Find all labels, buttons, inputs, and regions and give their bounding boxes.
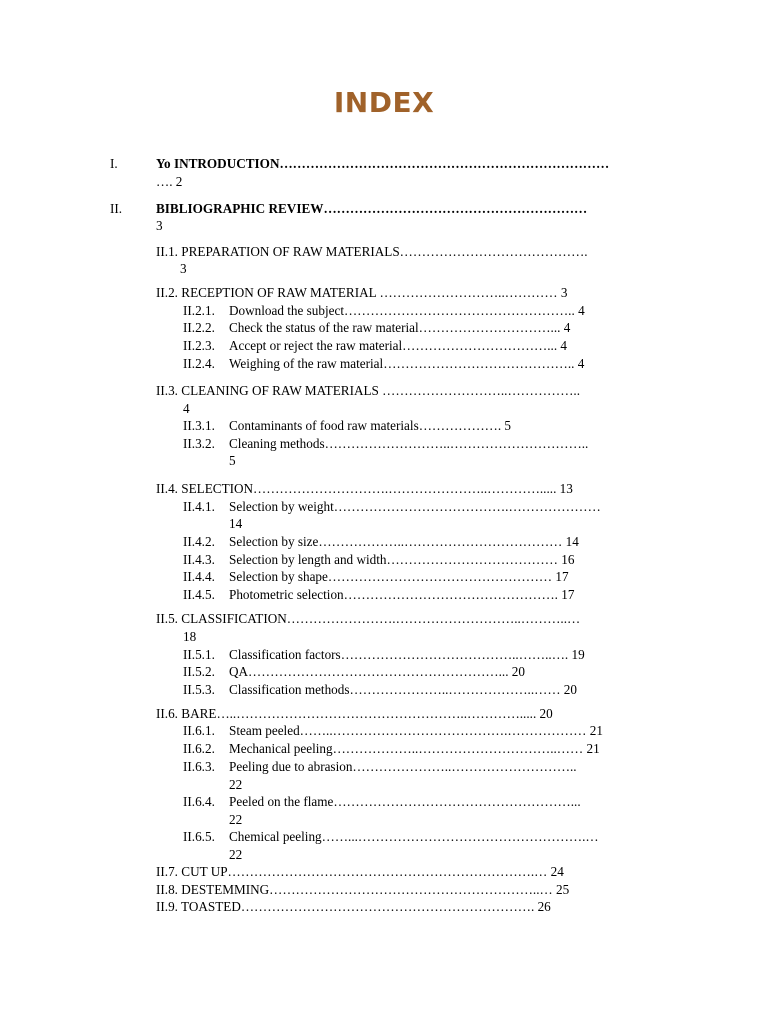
toc-subnumber: II.2.2. (183, 320, 215, 335)
toc-subnumber: II.6.1. (183, 723, 215, 738)
toc-subnumber: II.4.4. (183, 569, 215, 584)
toc-subnumber: II.4.2. (183, 534, 215, 549)
toc-page-number: 22 (229, 777, 243, 792)
toc-subnumber: II.6.3. (183, 759, 215, 774)
toc-subentry: Selection by length and width………………………………… 16 (229, 552, 575, 567)
toc-subnumber: II.2.4. (183, 356, 215, 371)
toc-subentry: Selection by size………………..……………………………… 14 (229, 534, 579, 549)
toc-subentry: QA…………………………………………………... 20 (229, 664, 525, 679)
toc-page-number: 18 (183, 629, 197, 644)
toc-subnumber: II.6.2. (183, 741, 215, 756)
toc-subnumber: II.4.5. (183, 587, 215, 602)
toc-subentry: Contaminants of food raw materials………………. 5 (229, 418, 512, 433)
toc-subentry: Weighing of the raw material…………………………………….. 4 (229, 356, 585, 371)
toc-subnumber: II.4.1. (183, 499, 215, 514)
toc-page-number: 22 (229, 812, 243, 827)
toc-entry-cut-up: II.7. CUT UP…………………………………………………………….… 24 (156, 864, 564, 879)
toc-page-number: 3 (180, 261, 187, 276)
toc-subnumber: II.5.2. (183, 664, 215, 679)
toc-subentry: Cleaning methods………………………..………………………….. (229, 436, 589, 451)
toc-numeral: II. (110, 201, 123, 216)
toc-entry-toasted: II.9. TOASTED…………………………………………………………. 26 (156, 899, 551, 914)
toc-subentry: Chemical peeling……...…………………………………………….… (229, 829, 599, 844)
toc-subentry: Accept or reject the raw material……………………………... 4 (229, 338, 568, 353)
toc-numeral: I. (110, 156, 118, 171)
toc-subentry: Selection by shape…………………………………………… 17 (229, 569, 569, 584)
toc-entry-reception: II.2. RECEPTION OF RAW MATERIAL ………………………..………… 3 (156, 285, 568, 300)
toc-entry-destemming: II.8. DESTEMMING……………………………………………………..… 25 (156, 882, 570, 897)
toc-subnumber: II.5.3. (183, 682, 215, 697)
toc-subentry: Selection by weight………………………………….………………… (229, 499, 601, 514)
toc-entry-bibliographic-review: BIBLIOGRAPHIC REVIEW…………………………………………………… (156, 201, 588, 216)
toc-subentry: Photometric selection…………………………………………. 17 (229, 587, 575, 602)
toc-subentry: Peeling due to abrasion…………………..……………………….. (229, 759, 577, 774)
toc-subnumber: II.4.3. (183, 552, 215, 567)
toc-page-number: 3 (156, 218, 163, 233)
toc-page-number: 5 (229, 453, 236, 468)
toc-subnumber: II.6.5. (183, 829, 215, 844)
toc-entry-introduction: Yo INTRODUCTION………………………………………………………………… (156, 156, 610, 171)
toc-page-number: 4 (183, 401, 190, 416)
toc-subnumber: II.2.3. (183, 338, 215, 353)
toc-subnumber: II.3.1. (183, 418, 215, 433)
toc-page-number: 22 (229, 847, 243, 862)
toc-entry-selection: II.4. SELECTION………………………….…………………..…………..... 13 (156, 481, 573, 496)
toc-subentry: Check the status of the raw material…………………………... 4 (229, 320, 571, 335)
toc-subentry: Mechanical peeling………………..…………………………..…… 21 (229, 741, 600, 756)
toc-page-number: …. 2 (156, 174, 183, 189)
toc-subentry: Classification methods…………………..………………..…… 20 (229, 682, 577, 697)
toc-entry-preparation: II.1. PREPARATION OF RAW MATERIALS……………………………………. (156, 244, 588, 259)
toc-subnumber: II.6.4. (183, 794, 215, 809)
toc-entry-cleaning: II.3. CLEANING OF RAW MATERIALS ………………………..…………….. (156, 383, 580, 398)
page-title: INDEX (333, 86, 435, 119)
toc-subnumber: II.5.1. (183, 647, 215, 662)
toc-subnumber: II.2.1. (183, 303, 215, 318)
toc-subentry: Download the subject…………………………………………….. 4 (229, 303, 585, 318)
toc-subentry: Classification factors…………………………………..……..…. 19 (229, 647, 585, 662)
toc-subentry: Peeled on the flame………………………………………………... (229, 794, 581, 809)
toc-entry-bare: II.6. BARE…..……………………………………………..…………..... 20 (156, 706, 553, 721)
toc-subentry: Steam peeled……..………………………………….……………… 21 (229, 723, 603, 738)
toc-entry-classification: II.5. CLASSIFICATION…………………….………………………..………..… (156, 611, 581, 626)
toc-page-number: 14 (229, 516, 243, 531)
toc-subnumber: II.3.2. (183, 436, 215, 451)
